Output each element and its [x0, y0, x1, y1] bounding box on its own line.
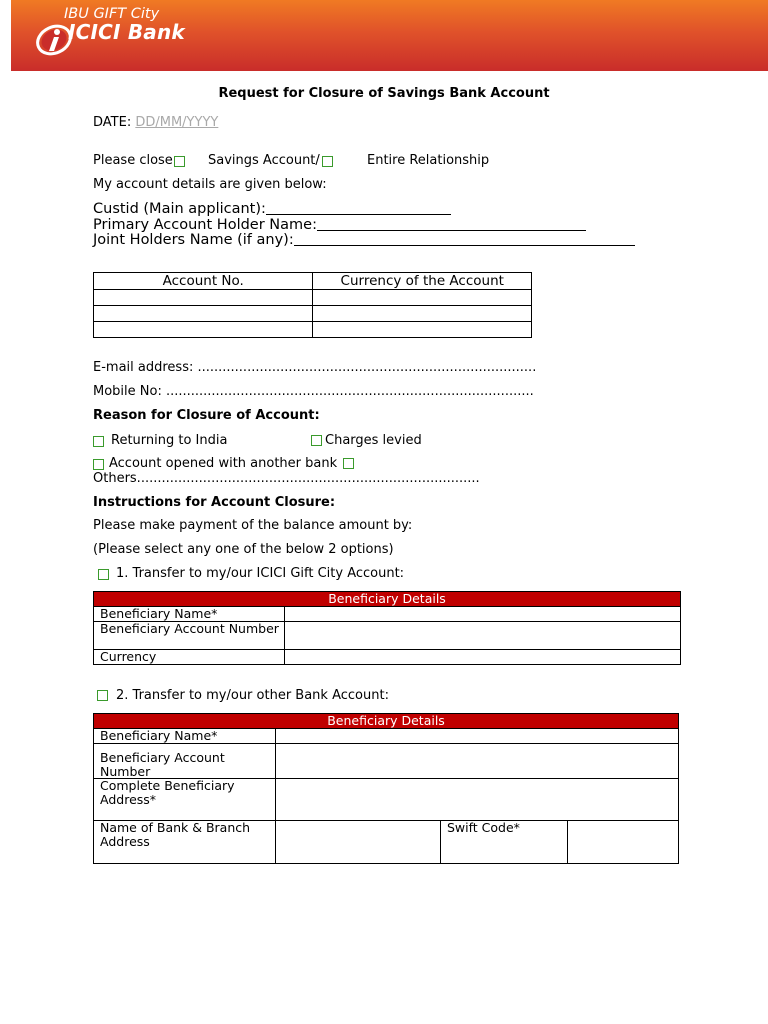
- joint-holders-label: Joint Holders Name (if any):: [93, 232, 294, 248]
- beneficiary-table-1: [93, 591, 681, 665]
- others-checkbox[interactable]: [343, 458, 354, 469]
- charges-levied-label: Charges levied: [325, 433, 422, 448]
- reason-heading: Reason for Closure of Account:: [93, 408, 320, 423]
- option1-label: 1. Transfer to my/our ICICI Gift City Account:: [116, 566, 405, 581]
- currency-label: Currency: [94, 650, 285, 665]
- bank-header-banner: [11, 0, 768, 71]
- currency-cell[interactable]: [313, 322, 532, 338]
- table-row: [94, 322, 532, 338]
- currency-cell[interactable]: [313, 290, 532, 306]
- email-field[interactable]: E-mail address: ..................................................................................: [93, 360, 537, 375]
- brand-subtitle: IBU GIFT City: [64, 6, 160, 22]
- table-row: [94, 290, 532, 306]
- custid-field[interactable]: [266, 214, 451, 215]
- account-no-cell[interactable]: [94, 322, 313, 338]
- beneficiary-name-label: Beneficiary Name*: [94, 607, 285, 622]
- beneficiary-address-label: Complete Beneficiary Address*: [94, 779, 276, 821]
- beneficiary-account-field[interactable]: [285, 622, 681, 650]
- payment-line: Please make payment of the balance amount by:: [93, 518, 413, 533]
- beneficiary-name-field[interactable]: [285, 607, 681, 622]
- details-intro: My account details are given below:: [93, 177, 327, 192]
- form-title: Request for Closure of Savings Bank Account: [218, 86, 550, 101]
- beneficiary-name-field[interactable]: [276, 729, 679, 744]
- account-no-header: Account No.: [94, 273, 313, 290]
- primary-holder-field[interactable]: [317, 230, 586, 231]
- account-no-cell[interactable]: [94, 306, 313, 322]
- bank-branch-field[interactable]: [276, 821, 441, 864]
- instructions-heading: Instructions for Account Closure:: [93, 495, 336, 510]
- mobile-field[interactable]: Mobile No: .........................................................................................: [93, 384, 534, 399]
- joint-holders-field[interactable]: [294, 245, 635, 246]
- date-input[interactable]: DD/MM/YYYY: [135, 115, 219, 130]
- another-bank-checkbox[interactable]: [93, 459, 104, 470]
- select-line: (Please select any one of the below 2 options): [93, 542, 394, 557]
- beneficiary-address-field[interactable]: [276, 779, 679, 821]
- charges-levied-checkbox[interactable]: [311, 435, 322, 446]
- beneficiary-details-header: Beneficiary Details: [94, 592, 681, 607]
- currency-header: Currency of the Account: [313, 273, 532, 290]
- option2-checkbox[interactable]: [97, 690, 108, 701]
- currency-field[interactable]: [285, 650, 681, 665]
- account-table: [93, 272, 532, 338]
- date-row: [93, 115, 218, 130]
- another-bank-label: Account opened with another bank: [109, 456, 338, 471]
- option2-label: 2. Transfer to my/our other Bank Account:: [116, 688, 389, 703]
- beneficiary-account-label: Beneficiary Account Number: [94, 622, 285, 650]
- brand-name: ICICI Bank: [68, 20, 185, 44]
- please-close-label: Please close: [93, 153, 173, 168]
- savings-account-label: Savings Account/: [208, 153, 320, 168]
- currency-cell[interactable]: [313, 306, 532, 322]
- returning-india-label: Returning to India: [111, 433, 228, 448]
- entire-relationship-checkbox[interactable]: [322, 156, 333, 167]
- beneficiary-account-field[interactable]: [276, 744, 679, 779]
- returning-india-checkbox[interactable]: [93, 436, 104, 447]
- swift-code-field[interactable]: [568, 821, 679, 864]
- beneficiary-name-label: Beneficiary Name*: [94, 729, 276, 744]
- date-label: DATE:: [93, 115, 136, 130]
- beneficiary-account-label: Beneficiary Account Number: [94, 744, 276, 779]
- custid-label: Custid (Main applicant):: [93, 201, 266, 217]
- others-field[interactable]: Others...................................................................................: [93, 471, 480, 486]
- swift-code-label: Swift Code*: [441, 821, 568, 864]
- beneficiary-details-header: Beneficiary Details: [94, 714, 679, 729]
- account-no-cell[interactable]: [94, 290, 313, 306]
- beneficiary-table-2: [93, 713, 679, 864]
- bank-branch-label: Name of Bank & Branch Address: [94, 821, 276, 864]
- entire-relationship-label: Entire Relationship: [367, 153, 490, 168]
- table-row: [94, 306, 532, 322]
- option1-checkbox[interactable]: [98, 569, 109, 580]
- primary-holder-label: Primary Account Holder Name:: [93, 217, 317, 233]
- savings-account-checkbox[interactable]: [174, 156, 185, 167]
